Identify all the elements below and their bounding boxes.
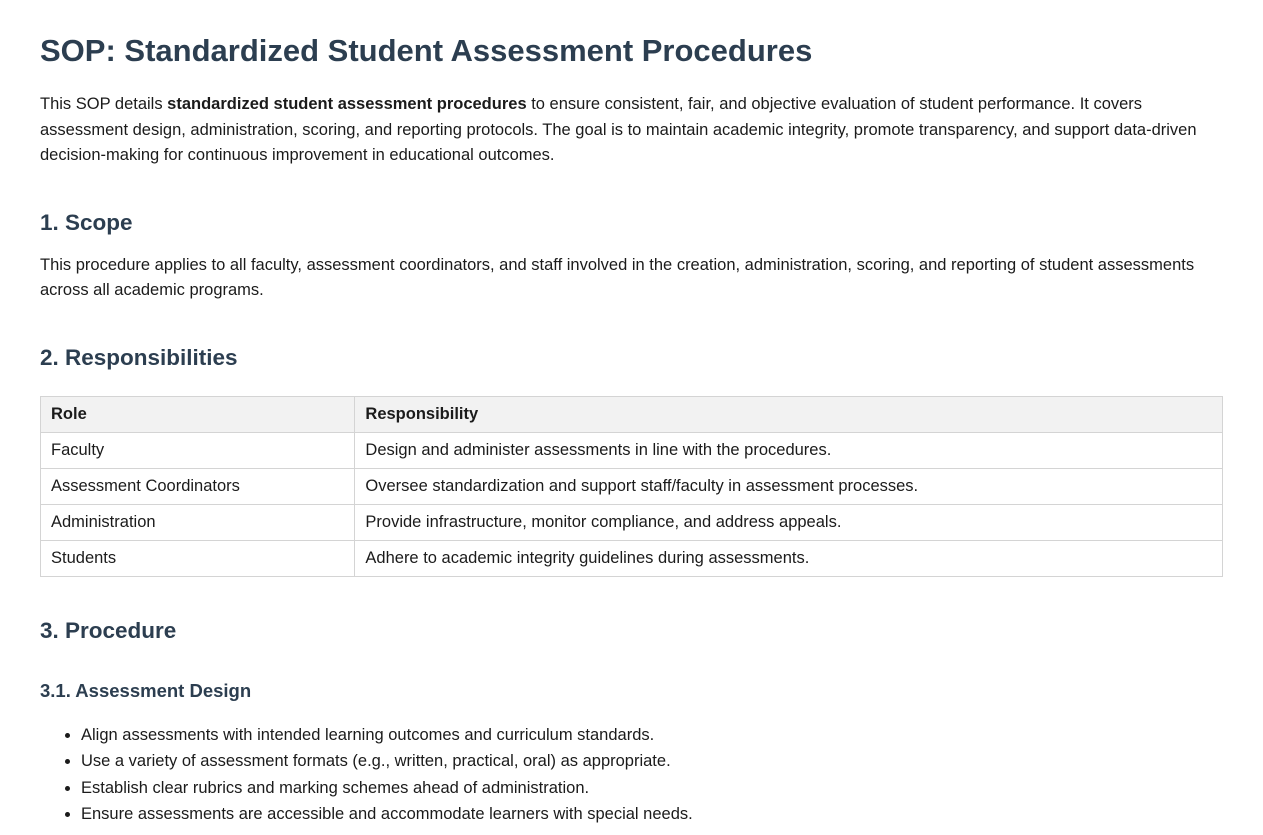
table-cell-responsibility: Adhere to academic integrity guidelines during assessments. xyxy=(355,540,1223,576)
section-heading-responsibilities: 2. Responsibilities xyxy=(40,344,238,370)
table-header-responsibility: Responsibility xyxy=(355,396,1223,432)
subsection-heading-assessment-design: 3.1. Assessment Design xyxy=(40,679,252,701)
table-header-role: Role xyxy=(41,396,355,432)
intro-text-after-bold: to ensure consistent, fair, and objective evaluation of student performance. It covers assessment design, administration, scoring, and reporting protocols. The goal is to maintain academic integrity, promote transparency, and support data-driven decision-making for continuous improvement in educational outcomes. xyxy=(40,95,1197,164)
table-cell-role: Students xyxy=(41,540,355,576)
assessment-design-list xyxy=(40,723,1223,828)
table-cell-role: Faculty xyxy=(41,432,355,468)
responsibilities-table xyxy=(40,396,1223,577)
scope-paragraph: This procedure applies to all faculty, assessment coordinators, and staff involved in the creation, administration, scoring, and reporting of student assessments across all academic programs. xyxy=(40,255,1195,299)
page-title: SOP: Standardized Student Assessment Procedures xyxy=(40,33,813,68)
intro-text-before-bold: This SOP details xyxy=(40,95,168,113)
section-heading-scope: 1. Scope xyxy=(40,209,133,235)
table-cell-responsibility: Provide infrastructure, monitor compliance, and address appeals. xyxy=(355,504,1223,540)
intro-paragraph xyxy=(40,92,1223,169)
list-item: • Use a variety of assessment formats (e.g., written, practical, oral) as appropriate. xyxy=(81,749,1223,775)
list-item: • Ensure assessments are accessible and accommodate learners with special needs. xyxy=(81,802,1223,828)
table-cell-responsibility: Oversee standardization and support staff/faculty in assessment processes. xyxy=(355,468,1223,504)
list-item: • Establish clear rubrics and marking schemes ahead of administration. xyxy=(81,776,1223,802)
table-row xyxy=(41,468,1223,504)
sop-document xyxy=(40,32,1223,828)
table-row xyxy=(41,432,1223,468)
list-item: • Align assessments with intended learning outcomes and curriculum standards. xyxy=(81,723,1223,749)
intro-bold-phrase: standardized student assessment procedures xyxy=(167,95,527,113)
section-heading-procedure: 3. Procedure xyxy=(40,617,177,643)
table-header-row xyxy=(41,396,1223,432)
table-row xyxy=(41,504,1223,540)
table-cell-responsibility: Design and administer assessments in line with the procedures. xyxy=(355,432,1223,468)
table-row xyxy=(41,540,1223,576)
table-cell-role: Administration xyxy=(41,504,355,540)
table-cell-role: Assessment Coordinators xyxy=(41,468,355,504)
